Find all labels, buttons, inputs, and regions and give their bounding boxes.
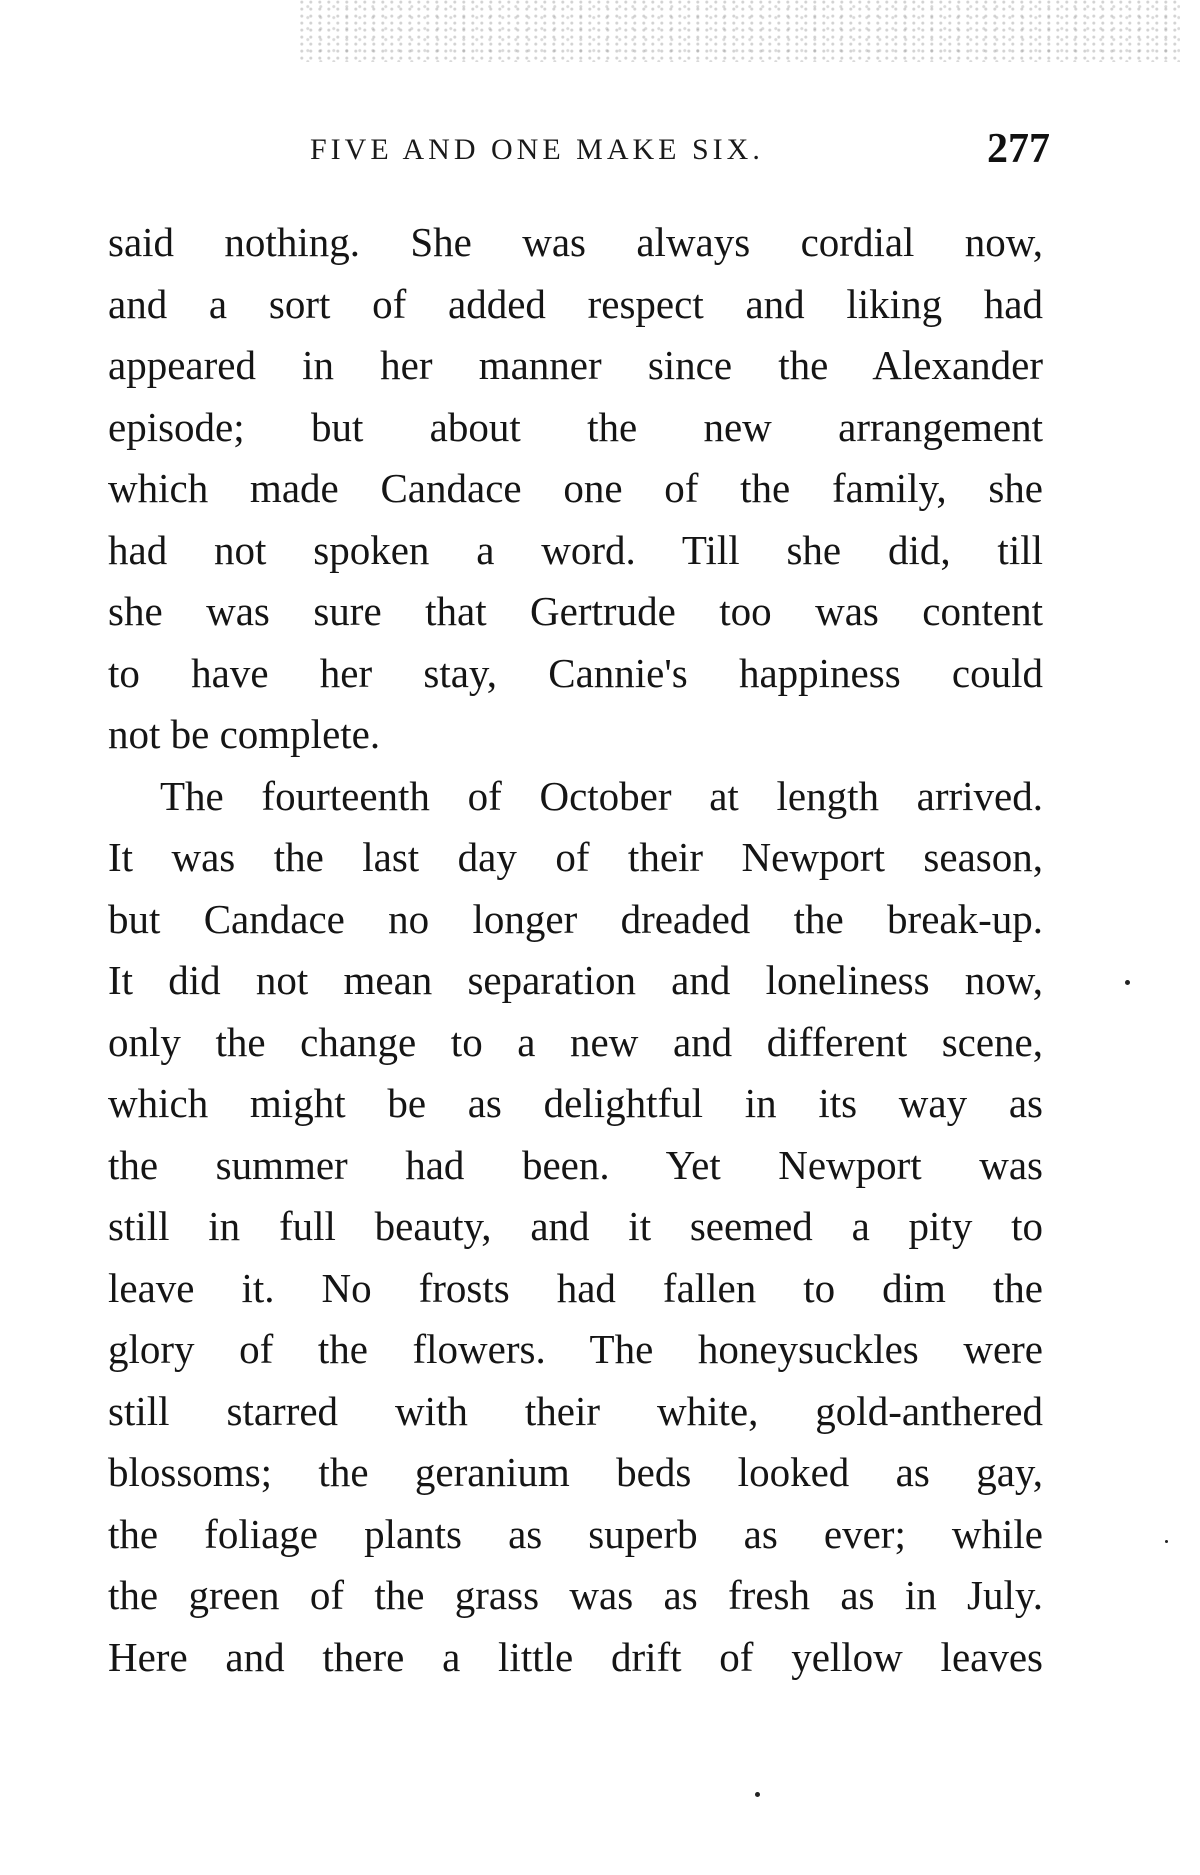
scan-noise-top bbox=[300, 0, 1180, 62]
text-line: still starred with their white, gold-anthered bbox=[108, 1387, 1043, 1434]
text-line: which might be as delightful in its way as bbox=[108, 1080, 1043, 1126]
text-line: the foliage plants as superb as ever; while bbox=[108, 1510, 1043, 1557]
text-line: not be complete. bbox=[108, 711, 381, 757]
text-line: It was the last day of their Newport season, bbox=[108, 834, 1043, 880]
scan-speck bbox=[1125, 980, 1130, 985]
running-title: FIVE AND ONE MAKE SIX. bbox=[310, 133, 764, 166]
text-line: appeared in her manner since the Alexander bbox=[108, 342, 1043, 388]
text-line: glory of the flowers. The honeysuckles were bbox=[108, 1326, 1043, 1372]
text-line: the summer had been. Yet Newport was bbox=[108, 1141, 1043, 1188]
page-header bbox=[310, 125, 1050, 175]
text-line: leave it. No frosts had fallen to dim the bbox=[108, 1264, 1043, 1311]
text-line: but Candace no longer dreaded the break-up. bbox=[108, 895, 1043, 942]
body-text bbox=[108, 212, 1043, 1688]
text-line-paragraph-start: The fourteenth of October at length arrived. bbox=[160, 772, 1043, 819]
page-number: 277 bbox=[987, 126, 1050, 172]
text-line: which made Candace one of the family, she bbox=[108, 465, 1043, 511]
text-line: and a sort of added respect and liking had bbox=[108, 280, 1043, 327]
text-line: said nothing. She was always cordial now, bbox=[108, 219, 1043, 265]
text-line: had not spoken a word. Till she did, till bbox=[108, 526, 1043, 573]
text-line: Here and there a little drift of yellow leaves bbox=[108, 1633, 1043, 1680]
scan-speck bbox=[1165, 1540, 1168, 1543]
text-line: to have her stay, Cannie's happiness could bbox=[108, 649, 1043, 696]
scan-speck bbox=[755, 1792, 760, 1797]
text-line: the green of the grass was as fresh as in July. bbox=[108, 1572, 1043, 1618]
text-line: she was sure that Gertrude too was content bbox=[108, 588, 1043, 634]
text-line: It did not mean separation and loneliness now, bbox=[108, 957, 1043, 1003]
text-line: only the change to a new and different scene, bbox=[108, 1018, 1043, 1065]
text-line: episode; but about the new arrangement bbox=[108, 403, 1043, 450]
text-line: still in full beauty, and it seemed a pity to bbox=[108, 1203, 1043, 1249]
text-line: blossoms; the geranium beds looked as gay, bbox=[108, 1449, 1043, 1495]
